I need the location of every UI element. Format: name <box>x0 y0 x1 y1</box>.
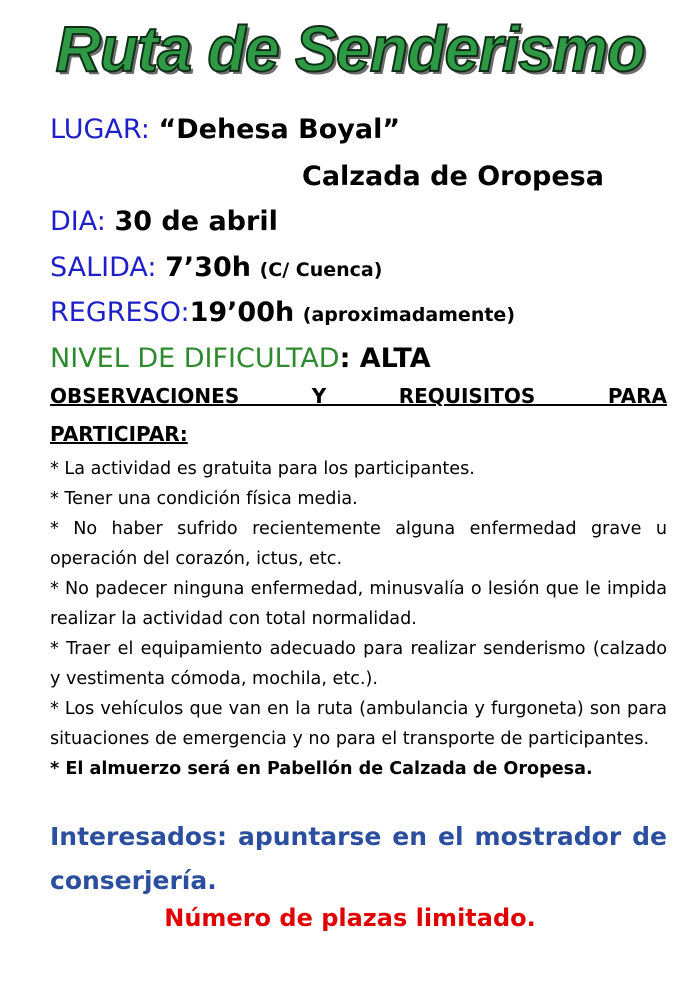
regreso-row <box>50 297 515 331</box>
list-item: * El almuerzo será en Pabellón de Calzada de Oropesa. <box>50 759 593 779</box>
list-item: * No padecer ninguna enfermedad, minusvalía o lesión que le impida realizar la actividad con total normalidad. <box>50 579 667 629</box>
list-item: * No haber sufrido recientemente alguna enfermedad grave u operación del corazón, ictus, etc. <box>50 519 667 569</box>
requirements-list <box>50 454 667 784</box>
dia-value: 30 de abril <box>114 206 278 237</box>
observaciones-heading: OBSERVACIONES Y REQUISITOS PARA <box>50 384 667 408</box>
observaciones-heading-2: PARTICIPAR: <box>50 422 188 446</box>
salida-value: 7’30h <box>165 252 251 283</box>
regreso-note: (aproximadamente) <box>302 304 515 326</box>
list-item: * Los vehículos que van en la ruta (ambulancia y furgoneta) son para situaciones de emergencia y no para el transporte de participantes. <box>50 699 667 749</box>
nivel-label: NIVEL DE DIFICULTAD <box>50 343 340 374</box>
dia-row <box>50 206 278 238</box>
nivel-value: : ALTA <box>339 343 431 374</box>
plazas-notice: Número de plazas limitado. <box>164 904 536 932</box>
lugar-label: LUGAR: <box>50 114 150 145</box>
list-item: * Traer el equipamiento adecuado para realizar senderismo (calzado y vestimenta cómoda, mochila, etc.). <box>50 639 667 689</box>
lugar-value-2: Calzada de Oropesa <box>302 161 604 192</box>
salida-row <box>50 252 382 286</box>
list-item: * La actividad es gratuita para los participantes. <box>50 459 475 479</box>
page-title: Ruta de Senderismo <box>55 13 645 85</box>
dia-label: DIA: <box>50 206 106 237</box>
interesados-text: Interesados: apuntarse en el mostrador de conserjería. <box>50 822 667 895</box>
lugar-value: “Dehesa Boyal” <box>158 114 401 145</box>
list-item: * Tener una condición física media. <box>50 489 358 509</box>
regreso-value: 19’00h <box>189 297 295 328</box>
salida-note: (C/ Cuenca) <box>259 259 383 281</box>
nivel-row <box>50 343 431 375</box>
regreso-label: REGRESO: <box>50 297 190 328</box>
salida-label: SALIDA: <box>50 252 157 283</box>
lugar-row <box>50 114 400 146</box>
